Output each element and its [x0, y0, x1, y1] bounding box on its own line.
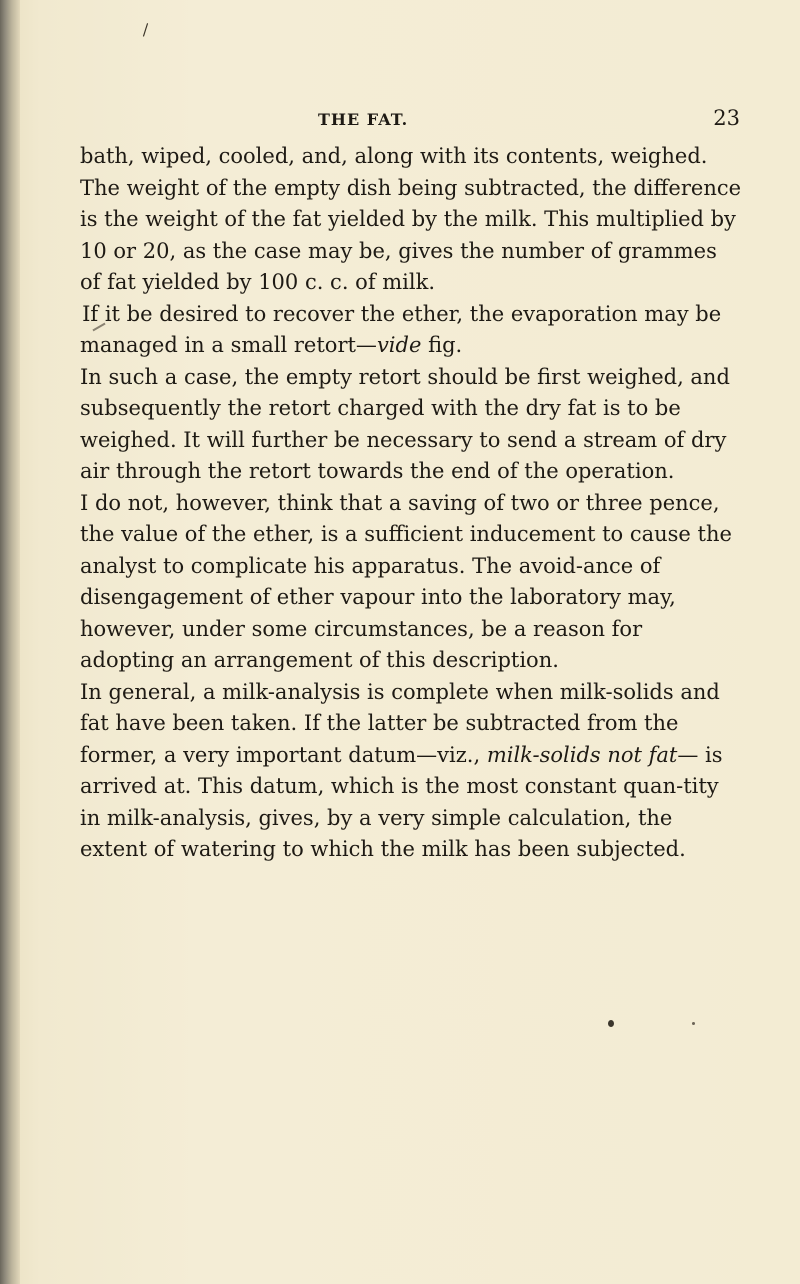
- paragraph-2: [80, 299, 742, 362]
- running-title: THE FAT.: [318, 110, 409, 129]
- text-segment: I do not, however, think that a saving of two or three pence, the value of the ether, is a sufficient inducement to cause the analyst to complicate his apparatus. The avoid-ance of disengagement of ether vapour into the laboratory may, however, under some circumstances, be a reason for adopting an arrangement of this description.: [80, 490, 732, 672]
- paragraph-5: [80, 677, 742, 866]
- body-text: [80, 141, 742, 866]
- paper-speck: [692, 1022, 695, 1025]
- text-segment: In such a case, the empty retort should be first weighed, and subsequently the retort charged with the dry fat is to be weighed. It will further be necessary to send a stream of dry air through the retort towards the end of the operation.: [80, 364, 730, 483]
- text-segment: bath, wiped, cooled, and, along with its contents, weighed. The weight of the empty dish being subtracted, the difference is the weight of the fat yielded by the milk. This multiplied by 10 or 20, as the case may be, gives the number of grammes of fat yielded by 100 c. c. of milk.: [80, 144, 742, 294]
- paragraph-1: [80, 141, 742, 299]
- text-segment: If it be desired to recover the ether, the evaporation may be managed in a small retort—: [80, 301, 722, 357]
- italic-segment: vide: [376, 333, 422, 357]
- paragraph-4: [80, 488, 742, 677]
- text-segment: — is arrived at. This datum, which is the most constant quan-tity in milk-analysis, gives, by a very simple calculation, the extent of watering to which the milk has been subjected.: [80, 742, 723, 861]
- ink-mark: \: [138, 20, 154, 39]
- text-segment: In general, a milk-analysis is complete when milk-solids and fat have been taken. If the latter be subtracted from the former, a very important datum—viz.,: [80, 679, 720, 767]
- page-number: 23: [713, 106, 740, 130]
- italic-segment: milk-solids not fat: [486, 742, 678, 767]
- page-header: [0, 106, 800, 140]
- paper-speck: [608, 1020, 614, 1027]
- text-segment: fig.: [421, 333, 463, 357]
- paragraph-3: [80, 362, 742, 488]
- page-binding-edge: [0, 0, 20, 1284]
